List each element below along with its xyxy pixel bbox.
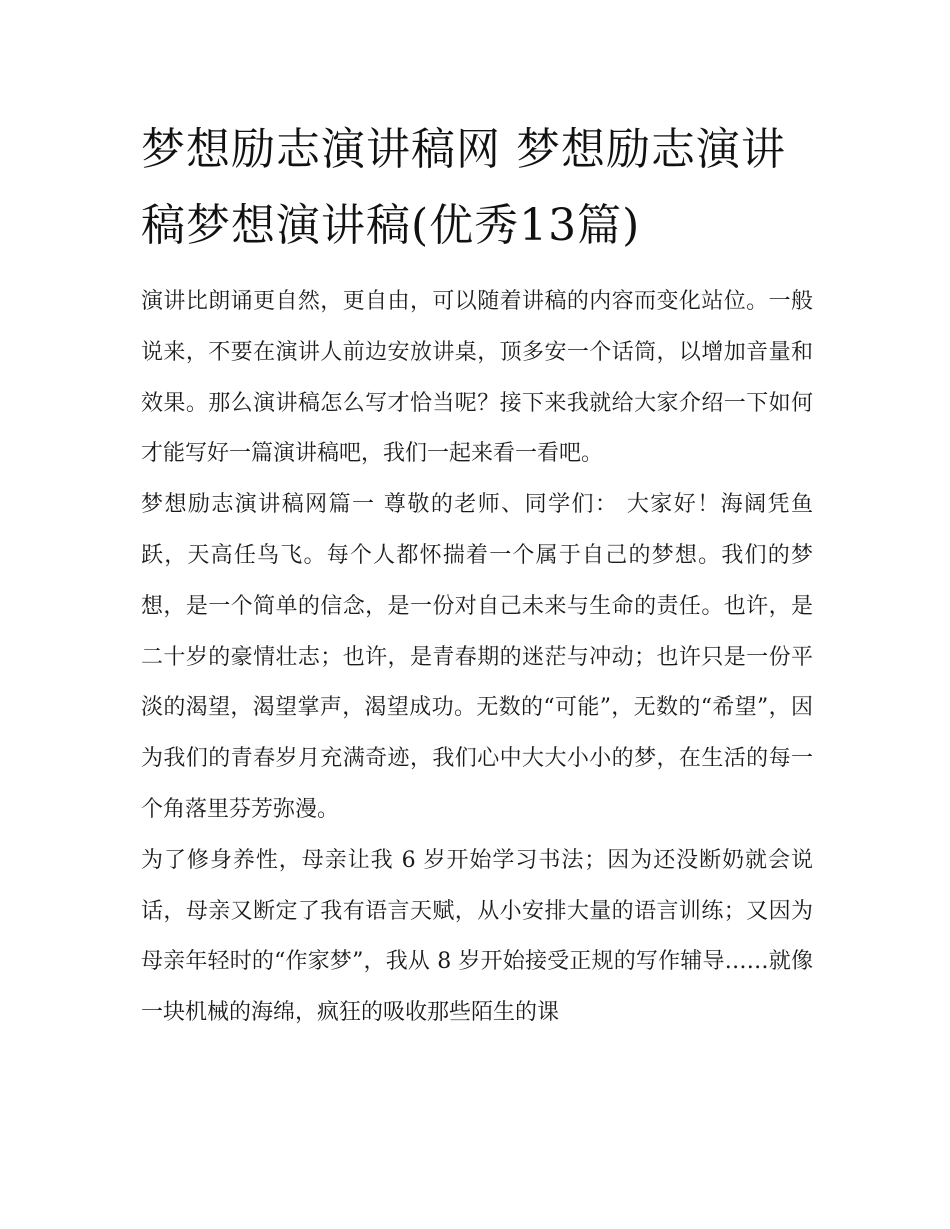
document-body	[141, 277, 813, 1039]
paragraph-speech-one: 梦想励志演讲稿网篇一 尊敬的老师、同学们： 大家好！海阔凭鱼跃，天高任鸟飞。每个人都怀揣着一个属于自己的梦想。我们的梦想，是一个简单的信念，是一份对自己未来与生命的责任。也许，是二十岁的豪情壮志；也许，是青春期的迷茫与冲动；也许只是一份平淡的渴望，渴望掌声，渴望成功。无数的“可能”，无数的“希望”，因为我们的青春岁月充满奇迹，我们心中大大小小的梦，在生活的每一个角落里芬芳弥漫。	[141, 492, 813, 822]
paragraph-intro: 演讲比朗诵更自然，更自由，可以随着讲稿的内容而变化站位。一般说来，不要在演讲人前边安放讲桌，顶多安一个话筒，以增加音量和效果。那么演讲稿怎么写才恰当呢？接下来我就给大家介绍一下如何才能写好一篇演讲稿吧，我们一起来看一看吧。	[141, 289, 813, 467]
paragraph-childhood: 为了修身养性，母亲让我 6 岁开始学习书法；因为还没断奶就会说话，母亲又断定了我有语言天赋，从小安排大量的语言训练；又因为母亲年轻时的“作家梦”，我从 8 岁开始接受正规的写作辅导……就像一块机械的海绵，疯狂的吸收那些陌生的课	[141, 847, 813, 1026]
document-title: 梦想励志演讲稿网 梦想励志演讲稿梦想演讲稿(优秀13篇)	[141, 124, 786, 251]
